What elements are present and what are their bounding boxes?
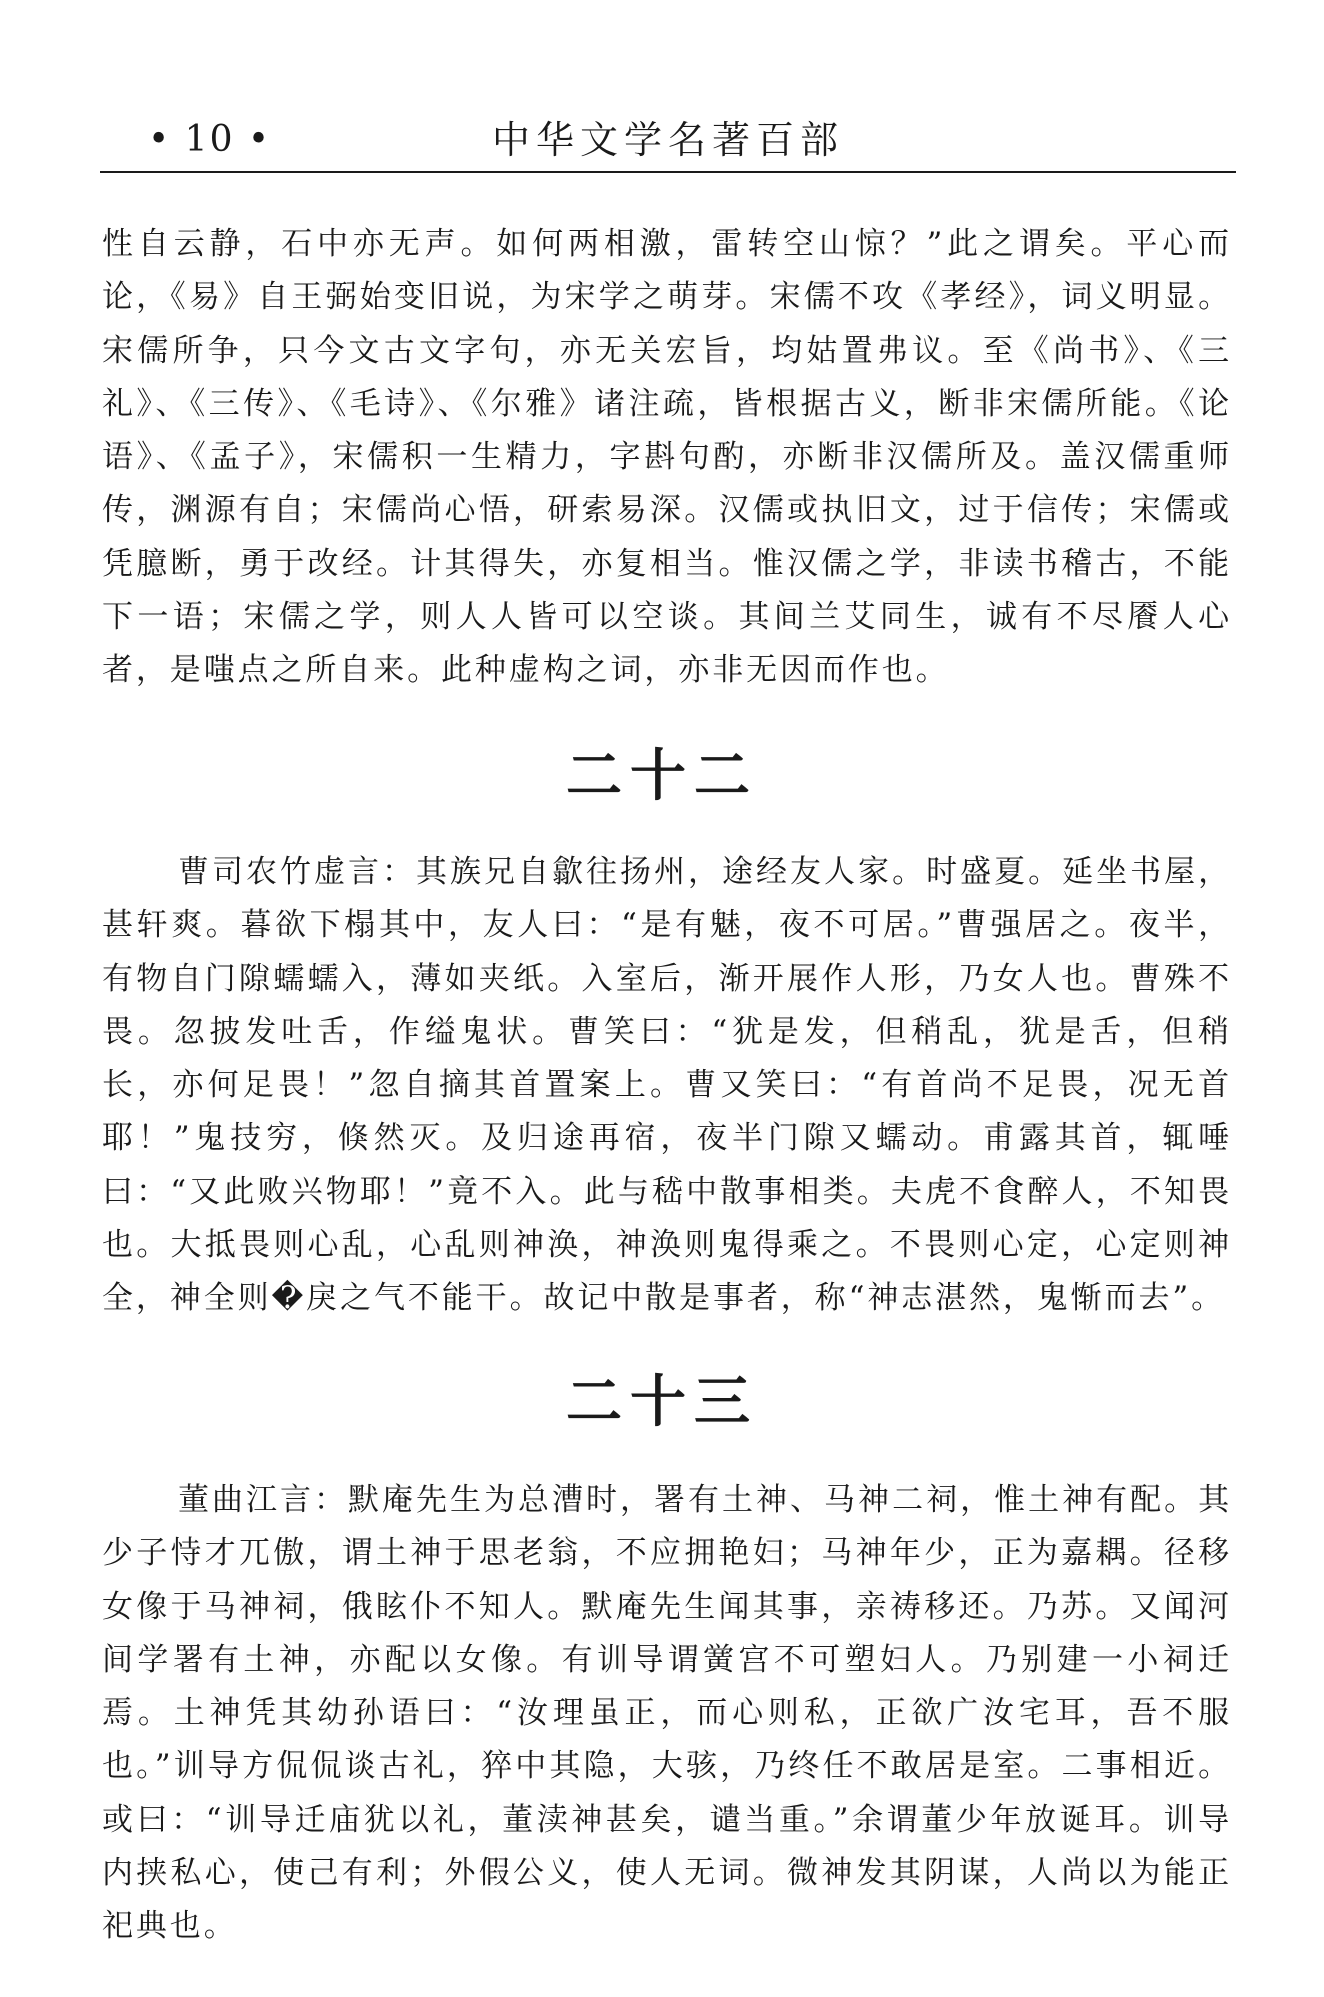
book-title: 中华文学名著百部: [491, 118, 844, 162]
paragraph-section-22: 曹司农竹虚言：其族兄自歙往扬州，途经友人家。时盛夏。延坐书屋，甚轩爽。暮欲下榻其中，友人曰：“是有魅，夜不可居。”曹强居之。夜半，有物自门隙蠕蠕入，薄如夹纸。入室后，渐开展作人形，乃女人也。曹殊不畏。忽披发吐舌，作缢鬼状。曹笑曰：“犹是发，但稍乱，犹是舌，但稍长，亦何足畏！”忽自摘其首置案上。曹又笑曰：“有首尚不足畏，况无首耶！”鬼技穷，倏然灭。及归途再宿，夜半门隙又蠕动。甫露其首，辄唾曰：“又此败兴物耶！”竟不入。此与嵇中散事相类。夫虎不食醉人，不知畏也。大抵畏则心乱，心乱则神涣，神涣则鬼得乘之。不畏则心定，心定则神全，神全则�戾之气不能干。故记中散是事者，称“神志湛然，鬼惭而去”。: [102, 854, 1232, 1317]
paragraph-section-23: 董曲江言：默庵先生为总漕时，署有土神、马神二祠，惟土神有配。其少子恃才兀傲，谓土神于思老翁，不应拥艳妇；马神年少，正为嘉耦。径移女像于马神祠，俄眩仆不知人。默庵先生闻其事，亲祷移还。乃苏。又闻河间学署有土神，亦配以女像。有训导谓黉宫不可塑妇人。乃别建一小祠迁焉。土神凭其幼孙语曰：“汝理虽正，而心则私，正欲广汝宅耳，吾不服也。”训导方侃侃谈古礼，猝中其隐，大骇，乃终任不敢居是室。二事相近。或曰：“训导迁庙犹以礼，董渎神甚矣，谴当重。”余谓董少年放诞耳。训导内挟私心，使己有利；外假公义，使人无词。微神发其阴谋，人尚以为能正祀典也。: [102, 1482, 1232, 1945]
section-heading-23: 二十三: [566, 1370, 758, 1435]
paragraph-continued: 性自云静，石中亦无声。如何两相激，雷转空山惊？”此之谓矣。平心而论，《易》自王弼始变旧说，为宋学之萌芽。宋儒不攻《孝经》，词义明显。宋儒所争，只今文古文字句，亦无关宏旨，均姑置弗议。至《尚书》、《三礼》、《三传》、《毛诗》、《尔雅》诸注疏，皆根据古义，断非宋儒所能。《论语》、《孟子》，宋儒积一生精力，字斟句酌，亦断非汉儒所及。盖汉儒重师传，渊源有自；宋儒尚心悟，研索易深。汉儒或执旧文，过于信传；宋儒或凭臆断，勇于改经。计其得失，亦复相当。惟汉儒之学，非读书稽古，不能下一语；宋儒之学，则人人皆可以空谈。其间兰艾同生，诚有不尽餍人心者，是嗤点之所自来。此种虚构之词，亦非无因而作也。: [102, 226, 1232, 689]
section-heading-22: 二十二: [566, 744, 758, 809]
page-number: • 10 •: [148, 119, 272, 160]
header-rule: [100, 171, 1236, 173]
running-header: [100, 112, 1236, 168]
